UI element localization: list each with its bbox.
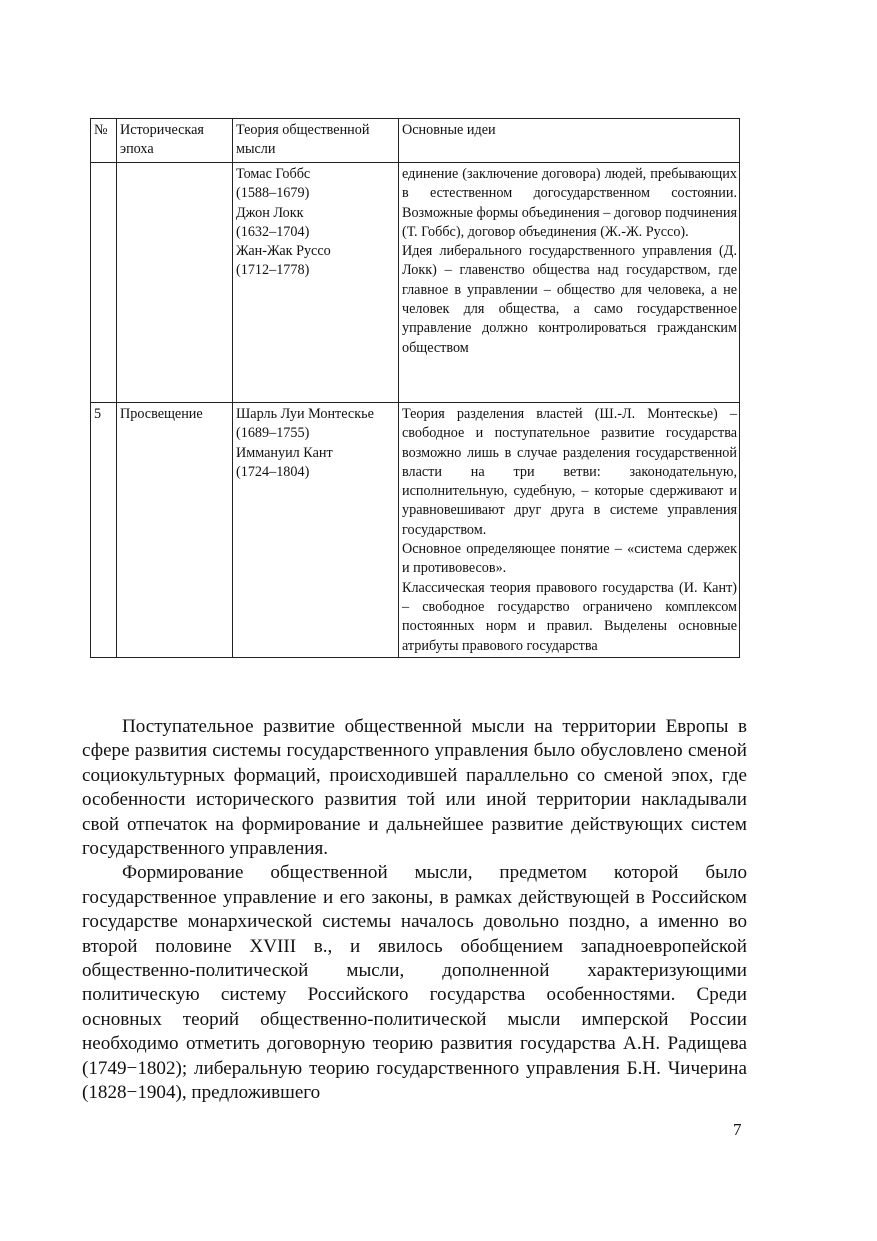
theory-line: (1724–1804) <box>236 463 310 480</box>
theory-line: (1632–1704) <box>236 223 310 240</box>
idea-paragraph: Идея либерального государственного управления (Д. Локк) – главенство общества над государством, где главное в управлении – общество для человека, а не человек для общества, а само государственное управление должно контролироваться гражданским обществом <box>402 243 737 356</box>
table-row <box>91 403 740 658</box>
row-era: Просвещение <box>117 403 233 658</box>
row-ideas <box>399 163 740 403</box>
row-theory <box>233 163 399 403</box>
theory-line: Томас Гоббс <box>236 166 311 182</box>
idea-paragraph: Классическая теория правового государства (И. Кант) – свободное государство ограничено комплексом постоянных норм и правил. Выделены основные атрибуты правового государства <box>402 579 737 654</box>
theory-line: Шарль Луи Монтескье <box>236 406 374 422</box>
theory-line: (1689–1755) <box>236 425 310 442</box>
row-theory <box>233 403 399 658</box>
theory-line: (1712–1778) <box>236 262 310 279</box>
ideas-table <box>90 118 740 658</box>
idea-paragraph: Теория разделения властей (Ш.-Л. Монтескье) – свободное и поступательное развитие государства возможно лишь в случае разделения государственной власти на три ветви: законодательную, исполнительную, судебную, – которые сдерживают и уравновешивают друг друга в системе управления государством. <box>402 406 737 538</box>
page-number: 7 <box>733 1120 742 1139</box>
theory-line: Иммануил Кант <box>236 444 333 461</box>
idea-paragraph: Основное определяющее понятие – «система сдержек и противовесов». <box>402 541 737 577</box>
header-era: Историческая эпоха <box>117 119 233 163</box>
table-row <box>91 163 740 403</box>
body-paragraph: Формирование общественной мысли, предметом которой было государственное управление и его законы, в рамках действующей в Российском государстве монархической системы началось довольно поздно, а именно во второй половине XVIII в., и явилось обобщением западноевропейской общественно-политической мысли, дополненной характеризующими политическую систему Российского государства особенностями. Среди основных теорий общественно-политической мысли имперской России необходимо отметить договорную теорию развития государства А.Н. Радищева (1749−1802); либеральную теорию государственного управления Б.Н. Чичерина (1828−1904), предложившего <box>82 862 747 1104</box>
theory-line: Джон Локк <box>236 204 304 221</box>
header-ideas: Основные идеи <box>399 119 740 163</box>
idea-paragraph: единение (заключение договора) людей, пребывающих в естественном догосударственном состоянии. Возможные формы объединения – договор подчинения (Т. Гоббс), договор объединения (Ж.-Ж. Руссо). <box>402 166 737 240</box>
row-era <box>117 163 233 403</box>
theory-line: Жан-Жак Руссо <box>236 243 331 260</box>
header-num: № <box>91 119 117 163</box>
row-ideas <box>399 403 740 658</box>
row-num: 5 <box>91 403 117 658</box>
body-paragraph: Поступательное развитие общественной мысли на территории Европы в сфере развития системы государственного управления было обусловлено сменой социокультурных формаций, происходившей параллельно со сменой эпох, где особенности исторического развития той или иной территории накладывали свой отпечаток на формирование и дальнейшее развитие действующих систем государственного управления. <box>82 716 747 860</box>
body-text <box>82 715 747 1106</box>
header-theory: Теория общественной мысли <box>233 119 399 163</box>
theory-line: (1588–1679) <box>236 185 310 202</box>
table-header-row <box>91 119 740 163</box>
row-num <box>91 163 117 403</box>
